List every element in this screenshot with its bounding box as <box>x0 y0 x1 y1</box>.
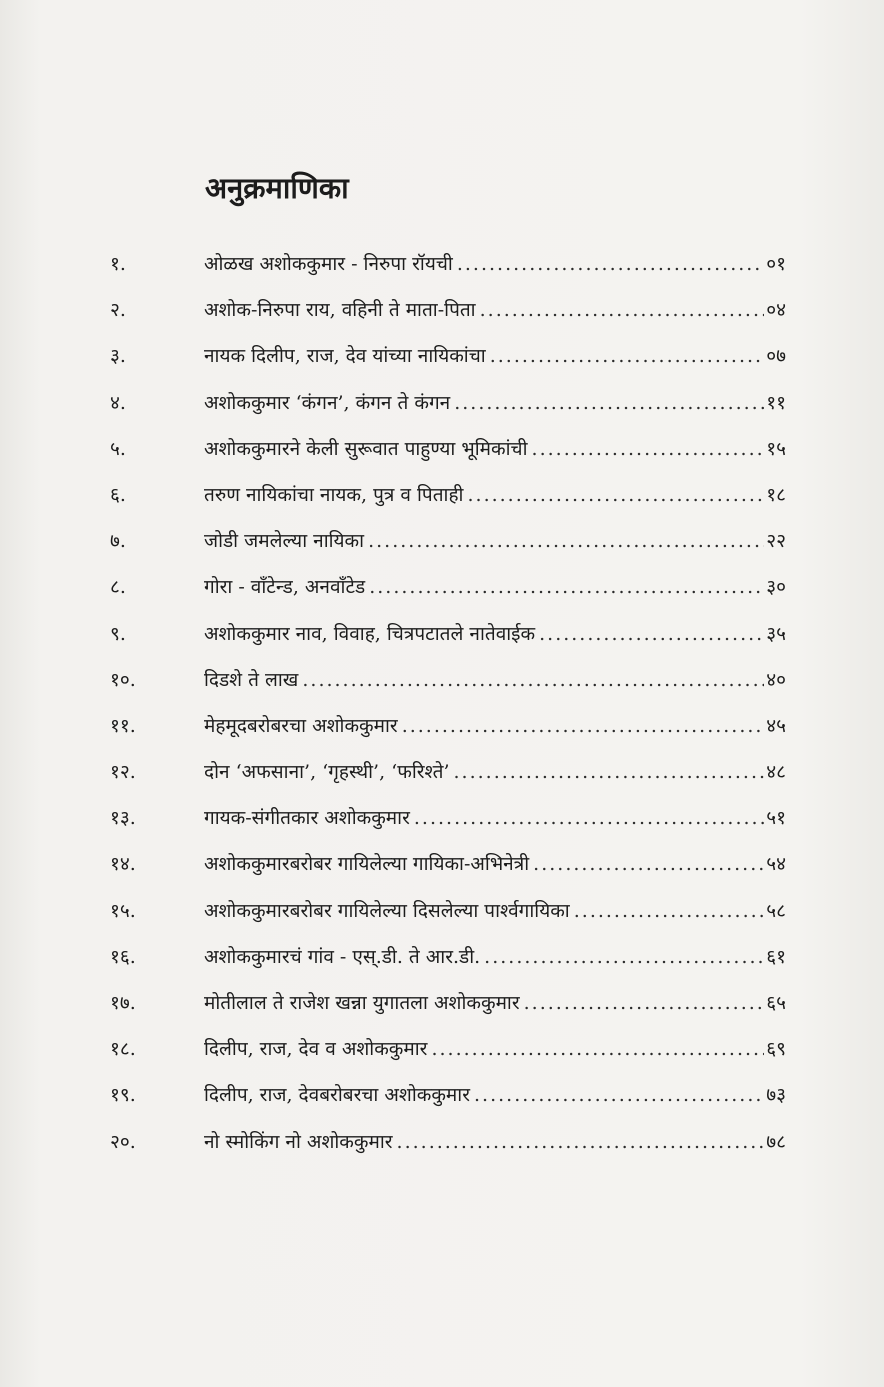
toc-entry <box>0 338 884 384</box>
entry-number: २०. <box>110 1130 136 1153</box>
entry-title: मोतीलाल ते राजेश खन्ना युगातला अशोककुमार <box>204 992 520 1014</box>
entry-number: १७. <box>110 992 136 1014</box>
toc-entry <box>0 708 884 754</box>
entry-number: २. <box>110 299 126 322</box>
entry-title: दोन ‘अफसाना’, ‘गृहस्थी’, ‘फरिश्ते’ <box>204 761 450 784</box>
leader-dots <box>454 761 765 783</box>
entry-title: दिलीप, राज, देव व अशोककुमार <box>204 1038 428 1061</box>
leader-dots <box>480 299 765 321</box>
entry-page: ५१ <box>766 807 786 830</box>
toc-entry <box>0 569 884 615</box>
leader-dots <box>431 1038 764 1060</box>
entry-number: ९. <box>110 622 126 645</box>
entry-page: ११ <box>766 391 786 414</box>
entry-number: १९. <box>110 1084 136 1107</box>
toc-entry <box>0 662 884 708</box>
leader-dots <box>414 807 764 829</box>
entry-title: अशोककुमारबरोबर गायिलेल्या गायिका-अभिनेत्री <box>204 853 530 876</box>
entry-page: ६९ <box>766 1038 786 1061</box>
entry-title: मेहमूदबरोबरचा अशोककुमार <box>204 714 398 737</box>
entry-page: ७३ <box>766 1084 786 1107</box>
entry-title: अशोक-निरुपा राय, वहिनी ते माता-पिता <box>204 299 476 322</box>
entry-title: जोडी जमलेल्या नायिका <box>204 530 365 553</box>
leader-dots <box>457 253 764 275</box>
leader-dots <box>533 853 764 875</box>
table-of-contents <box>0 246 884 1170</box>
entry-title: दिडशे ते लाख <box>204 668 299 691</box>
entry-page: २२ <box>766 530 786 553</box>
toc-entry <box>0 846 884 892</box>
entry-title: अशोककुमारचं गांव - एस्.डी. ते आर.डी. <box>204 945 481 968</box>
entry-page: ५४ <box>766 853 786 876</box>
entry-number: १३. <box>110 807 136 830</box>
entry-number: १८. <box>110 1038 136 1061</box>
entry-number: १५. <box>110 899 136 922</box>
entry-page: ४८ <box>766 761 786 784</box>
entry-title: ओळख अशोककुमार - निरुपा रॉयची <box>204 253 453 275</box>
leader-dots <box>454 392 764 414</box>
leader-dots <box>302 669 764 691</box>
entry-number: १. <box>110 253 126 275</box>
entry-page: १८ <box>766 483 786 506</box>
toc-entry <box>0 292 884 338</box>
entry-page: ०७ <box>766 345 786 368</box>
entry-page: ५८ <box>766 899 786 922</box>
leader-dots <box>532 438 765 460</box>
leader-dots <box>484 946 764 968</box>
entry-title: दिलीप, राज, देवबरोबरचा अशोककुमार <box>204 1084 470 1107</box>
entry-title: अशोककुमार ‘कंगन’, कंगन ते कंगन <box>204 391 451 414</box>
page-title: अनुक्रमाणिका <box>205 171 349 205</box>
entry-number: १६. <box>110 945 136 968</box>
leader-dots <box>574 900 765 922</box>
toc-entry <box>0 1031 884 1077</box>
leader-dots <box>490 345 765 367</box>
entry-page: ४५ <box>766 714 786 737</box>
entry-title: नायक दिलीप, राज, देव यांच्या नायिकांचा <box>204 345 486 368</box>
entry-page: १५ <box>766 437 786 460</box>
toc-entry <box>0 523 884 569</box>
entry-title: नो स्मोकिंग नो अशोककुमार <box>204 1130 393 1153</box>
leader-dots <box>539 623 764 645</box>
entry-page: ०१ <box>766 253 786 275</box>
entry-number: ४. <box>110 391 126 414</box>
entry-page: ३५ <box>766 622 786 645</box>
entry-number: ७. <box>110 530 126 553</box>
entry-page: ४० <box>766 668 786 691</box>
entry-number: ५. <box>110 437 126 460</box>
leader-dots <box>397 1131 765 1153</box>
entry-title: तरुण नायिकांचा नायक, पुत्र व पिताही <box>204 483 464 506</box>
toc-entry <box>0 893 884 939</box>
toc-entry <box>0 477 884 523</box>
toc-entry <box>0 985 884 1031</box>
entry-page: ३० <box>766 576 786 599</box>
entry-title: अशोककुमारबरोबर गायिलेल्या दिसलेल्या पार्श्वगायिका <box>204 899 570 922</box>
entry-number: १४. <box>110 853 136 876</box>
entry-page: ६१ <box>766 945 786 968</box>
entry-number: १२. <box>110 761 136 784</box>
entry-number: १०. <box>110 668 136 691</box>
entry-page: ७८ <box>766 1130 786 1153</box>
entry-title: अशोककुमारने केली सुरूवात पाहुण्या भूमिकांची <box>204 437 528 460</box>
entry-number: ३. <box>110 345 126 368</box>
toc-entry <box>0 246 884 292</box>
entry-page: ६५ <box>766 992 786 1014</box>
toc-entry <box>0 754 884 800</box>
entry-title: अशोककुमार नाव, विवाह, चित्रपटातले नातेवाईक <box>204 622 536 645</box>
leader-dots <box>524 992 765 1014</box>
entry-title: गोरा - वाँटेन्ड, अनवाँटेड <box>204 576 366 599</box>
entry-title: गायक-संगीतकार अशोककुमार <box>204 807 410 830</box>
toc-entry <box>0 431 884 477</box>
toc-entry <box>0 1124 884 1170</box>
toc-entry <box>0 800 884 846</box>
entry-number: ८. <box>110 576 126 599</box>
leader-dots <box>369 576 764 598</box>
leader-dots <box>467 484 764 506</box>
toc-entry <box>0 1077 884 1123</box>
leader-dots <box>368 530 764 552</box>
entry-page: ०४ <box>766 299 786 322</box>
entry-number: ६. <box>110 483 126 506</box>
entry-number: ११. <box>110 714 136 737</box>
toc-entry <box>0 939 884 985</box>
leader-dots <box>402 715 765 737</box>
leader-dots <box>474 1084 764 1106</box>
toc-entry <box>0 385 884 431</box>
toc-entry <box>0 616 884 662</box>
